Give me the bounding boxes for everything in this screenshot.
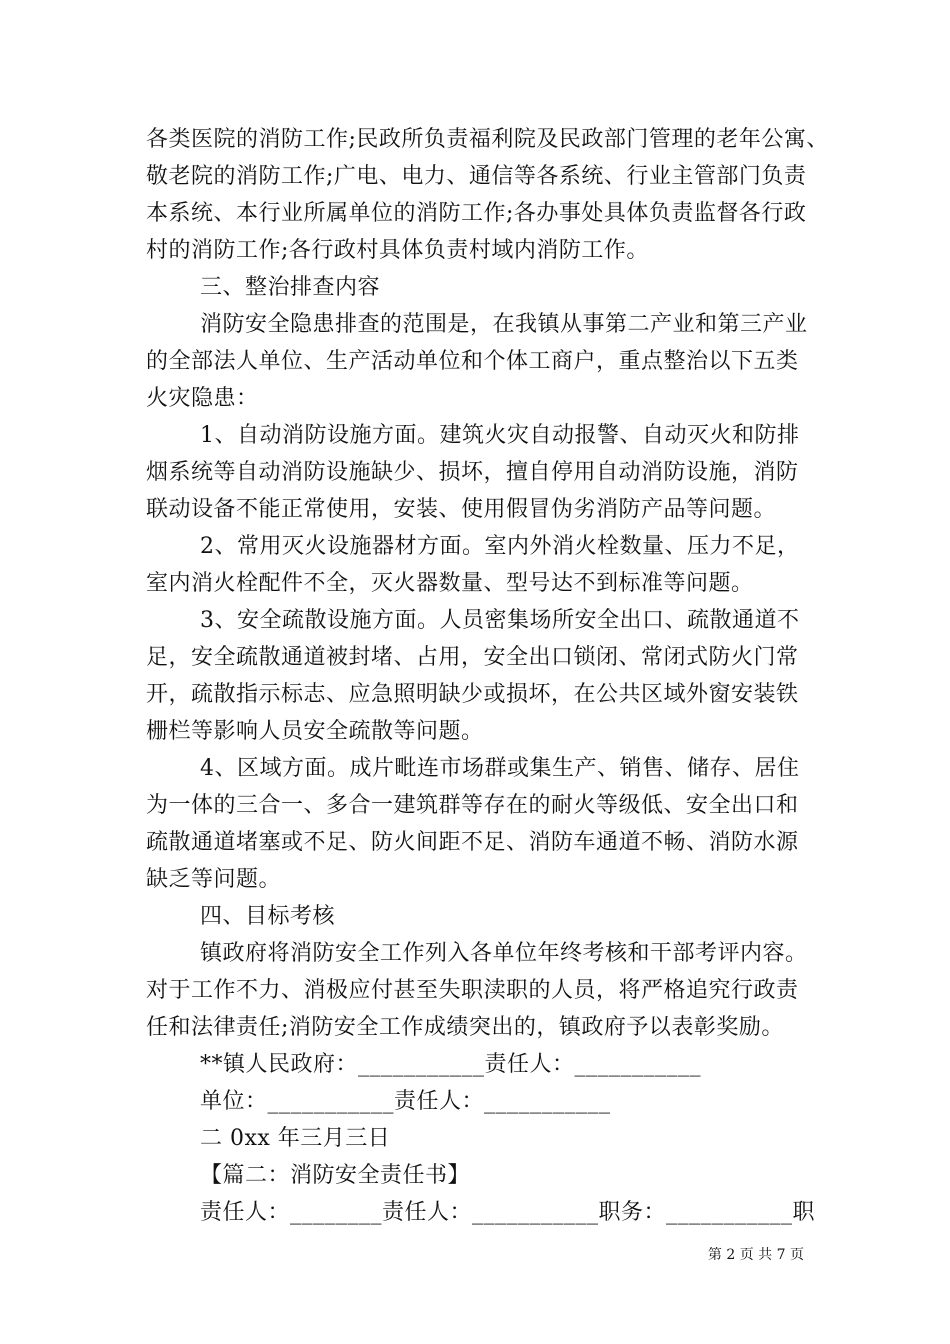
body-text-line: 镇政府将消防安全工作列入各单位年终考核和干部考评内容。	[200, 941, 808, 966]
body-text-line: 开，疏散指示标志、应急照明缺少或损坏，在公共区域外窗安装铁	[146, 682, 799, 707]
body-text-line: 对于工作不力、消极应付甚至失职渎职的人员，将严格追究行政责	[146, 978, 799, 1003]
body-text-line: 室内消火栓配件不全，灭火器数量、型号达不到标准等问题。	[146, 571, 754, 596]
body-text-line: 缺乏等问题。	[146, 867, 282, 892]
list-item-line: 1、自动消防设施方面。建筑火灾自动报警、自动灭火和防排	[200, 423, 800, 448]
body-text-line: 任和法律责任;消防安全工作成绩突出的，镇政府予以表彰奖励。	[146, 1015, 784, 1040]
body-text-line: 栅栏等影响人员安全疏散等问题。	[146, 719, 484, 744]
body-text-line: 村的消防工作;各行政村具体负责村域内消防工作。	[146, 238, 649, 263]
body-text-line: 敬老院的消防工作;广电、电力、通信等各系统、行业主管部门负责	[146, 164, 807, 189]
list-item-line: 3、安全疏散设施方面。人员密集场所安全出口、疏散通道不	[200, 608, 800, 633]
chapter-heading: 【篇二：消防安全责任书】	[200, 1163, 471, 1188]
signature-line-unit: 单位：___________责任人：___________	[200, 1089, 611, 1114]
body-text-line: 足，安全疏散通道被封堵、占用，安全出口锁闭、常闭式防火门常	[146, 645, 799, 670]
body-text-line: 消防安全隐患排查的范围是，在我镇从事第二产业和第三产业	[200, 312, 808, 337]
body-text-line: 疏散通道堵塞或不足、防火间距不足、消防车通道不畅、消防水源	[146, 830, 799, 855]
list-item-line: 2、常用灭火设施器材方面。室内外消火栓数量、压力不足，	[200, 534, 800, 559]
body-text-line: 烟系统等自动消防设施缺少、损坏，擅自停用自动消防设施，消防	[146, 460, 799, 485]
body-text-line: 的全部法人单位、生产活动单位和个体工商户，重点整治以下五类	[146, 349, 799, 374]
body-text-line: 各类医院的消防工作;民政所负责福利院及民政部门管理的老年公寓、	[146, 127, 829, 152]
page-number: 第 2 页 共 7 页	[707, 1247, 804, 1263]
section-heading: 四、目标考核	[200, 904, 336, 929]
body-text-line: 为一体的三合一、多合一建筑群等存在的耐火等级低、安全出口和	[146, 793, 799, 818]
body-text-line: 火灾隐患：	[146, 386, 259, 411]
section-heading: 三、整治排查内容	[200, 275, 381, 300]
form-line-responsible-person: 责任人：________责任人：___________职务：___________职	[200, 1200, 816, 1225]
body-text-line: 本系统、本行业所属单位的消防工作;各办事处具体负责监督各行政	[146, 201, 807, 226]
signature-line-government: **镇人民政府：___________责任人：___________	[200, 1052, 702, 1077]
body-text-line: 联动设备不能正常使用，安装、使用假冒伪劣消防产品等问题。	[146, 497, 777, 522]
list-item-line: 4、区域方面。成片毗连市场群或集生产、销售、储存、居住	[200, 756, 800, 781]
date-line: 二 0xx 年三月三日	[200, 1126, 391, 1151]
